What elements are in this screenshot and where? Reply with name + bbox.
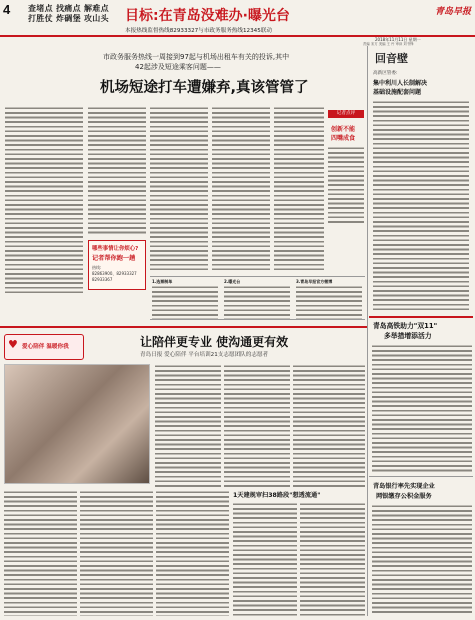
target-title [125, 5, 290, 25]
editor-line: 责编 宋方 美编 王 丹 审读 刘书锋 [363, 42, 414, 46]
feature-body-col-1 [155, 364, 221, 488]
info-col-3-body [296, 285, 362, 319]
feature-rule [0, 326, 368, 328]
right-body-2 [372, 504, 472, 616]
slogan-line-1: 查堵点 找痛点 解难点 [28, 4, 109, 13]
kicker-line-1: 市政务服务热线一周接到97起与机场出租车有关的投诉,其中 [103, 53, 290, 61]
info-col-1-title: 1.选票制单 [152, 279, 173, 284]
sidebar-intro: 高新区管委: [373, 71, 398, 76]
hotline-text: 本报热线监督热线82933327与市政务服务热线12345联动 [125, 28, 272, 34]
logo: 青岛早报 [434, 7, 471, 17]
right-headline-1b: 多举措增添活力 [384, 332, 432, 340]
right-body-1 [372, 344, 472, 472]
feature-body-col-3 [293, 364, 365, 488]
main-story [85, 52, 365, 102]
info-col-2-body [224, 285, 290, 319]
bottom-mid-body-2 [300, 502, 365, 616]
masthead [0, 0, 475, 44]
opinion-box [328, 110, 364, 225]
sidebar-title-1: 集中利川人长制解决 [373, 80, 428, 87]
feature-subheadline: 青岛日报 爱心陪伴 平台培训21支志愿团队的志愿者 [140, 352, 269, 358]
main-body-col-3 [212, 106, 270, 271]
sidebar [369, 48, 473, 313]
main-body-col-1 [88, 106, 146, 236]
sidebar-title-2: 基础设施配套问题 [373, 89, 422, 96]
heart-icon: ♥ [8, 338, 18, 351]
date-line: 2018年11月11日 星期一 [375, 37, 421, 42]
ad-line-1: 哪些事情让你烦心? [92, 246, 139, 252]
bottom-mid-body-1 [233, 502, 297, 616]
right-col-rule [369, 316, 473, 318]
sidebar-body [373, 100, 469, 310]
ad-phone-label: 热线: [92, 265, 102, 270]
column-separator-1 [367, 46, 368, 616]
ad-phone-2: 82933367 [92, 277, 113, 282]
main-headline: 机场短途打车遭嫌弃,真该管管了 [100, 80, 309, 96]
lower-body-col-1 [4, 490, 77, 616]
target-title-sub: ·曝光台 [242, 8, 290, 24]
opinion-body [328, 146, 364, 224]
page-number: 4 [3, 2, 11, 17]
opinion-title-1: 创新不能 [331, 126, 356, 133]
lower-body-col-3 [156, 490, 229, 616]
main-body-col-4 [274, 106, 324, 271]
target-title-main: 目标:在青岛没难办 [125, 8, 243, 24]
right-headline-1a: 青岛高铁助力"双11" [373, 322, 438, 330]
kicker-line-2: 42起涉及短途乘客问题—— [135, 63, 221, 71]
lower-body-col-2 [80, 490, 153, 616]
opinion-title-2: 四嘴成食 [331, 135, 356, 142]
right-headline-2b: 网银缴存公积金服务 [376, 493, 432, 500]
feature-body-col-2 [224, 364, 290, 488]
bottom-mid-headline: 1天建规审扫38路段"想透流通" [233, 492, 321, 499]
info-strip [150, 276, 365, 320]
feature-logo [4, 334, 84, 360]
info-col-2-title: 2.曝光台 [224, 279, 241, 284]
sidebar-section: 回音壁 [375, 52, 408, 65]
right-headline-2a: 青岛银行率先实现企业 [373, 483, 435, 490]
opinion-tag: 记者点评 [328, 110, 364, 118]
info-col-1-body [152, 285, 218, 319]
ad-line-2: 记者帮你跑一趟 [92, 255, 136, 262]
ad-phone-1: 82863900、82933327 [92, 271, 137, 276]
feature-headline: 让陪伴更专业 使沟通更有效 [140, 335, 289, 349]
slogan-line-2: 打胜仗 炸碉堡 攻山头 [28, 14, 109, 23]
info-col-3-title: 3.青岛早报官方微博 [296, 279, 333, 284]
feature-logo-caption: 爱心陪伴 温暖你我 [22, 344, 69, 350]
main-body-col-2 [150, 106, 208, 271]
feature-photo [4, 364, 150, 484]
right-col-divider [369, 476, 473, 477]
left-col-body [5, 106, 83, 296]
ad-box [88, 240, 146, 290]
